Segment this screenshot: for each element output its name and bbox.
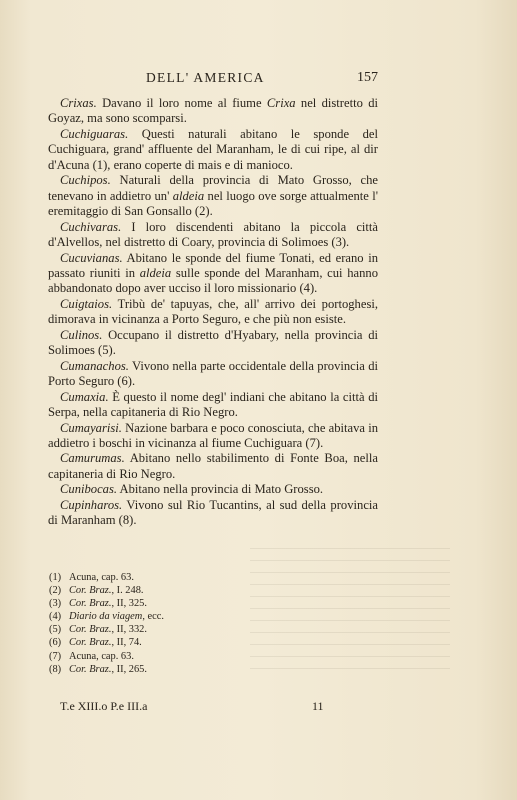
entry-paragraph: Cunibocas. Abitano nella provincia di Mato Grosso.: [60, 482, 324, 497]
footnote-mark: (2): [49, 585, 62, 597]
entry-paragraph: Camurumas. Abitano nello stabilimento di Fonte Boa, nella capitaneria di Rio Negro.: [48, 451, 378, 481]
footnote: [48, 650, 378, 663]
entry-term: Cumanachos.: [60, 358, 129, 373]
footnote-source: Cor. Braz.: [69, 598, 112, 610]
entry-term: Cuchivaras.: [60, 219, 122, 234]
entry-term: Culinos.: [60, 327, 103, 342]
footnote-reference: , I. 248.: [111, 585, 144, 597]
footnote-mark: (3): [49, 598, 62, 610]
italic-word: aldeia: [172, 188, 205, 203]
entry-term: Cuchiguaras.: [60, 126, 129, 141]
footnote-mark: (7): [49, 650, 62, 662]
page-number: 157: [357, 70, 378, 85]
entry-term: Camurumas.: [60, 451, 125, 466]
footnote-source: Cor. Braz.: [69, 637, 112, 649]
entry-term: Cumayarisi.: [60, 420, 122, 435]
entry-term: Cuigtaios.: [60, 296, 113, 311]
entry-paragraph: Cupinharos. Vivono sul Rio Tucantins, al sud della provincia di Maranham (8).: [48, 497, 378, 528]
entry-term: Cunibocas.: [60, 482, 118, 497]
page-header: [48, 70, 378, 88]
footnote: [48, 597, 378, 610]
entry-paragraph: Cumaxia. È questo il nome degl' indiani che abitano la città di Serpa, nella capitaneria di Rio Negro.: [48, 389, 378, 420]
entry-paragraph: Cuchipos. Naturali della provincia di Mato Grosso, che tenevano in addietro un' aldeia nel luogo ove sorge attualmente l' eremitaggio di San Gonsallo (2).: [48, 173, 378, 219]
footnote-mark: (4): [49, 611, 62, 623]
footnote-reference: , cap. 63.: [96, 650, 134, 662]
footnote-source: Diario da viagem: [69, 611, 143, 623]
footnote: [48, 610, 378, 623]
footnote-source: Acuna: [69, 572, 97, 583]
volume-signature: T.e XIII.o P.e III.a: [60, 699, 148, 713]
entry-paragraph: Cuchivaras. I loro discendenti abitano la piccola città d'Alvellos, nel distretto di Coary, provincia di Solimoes (3).: [48, 219, 378, 250]
footnote: [48, 571, 378, 584]
glossary-entries: [48, 96, 378, 529]
sheet-signature: 11: [312, 699, 324, 713]
footnote-mark: (1): [49, 572, 62, 583]
entry-paragraph: Cumayarisi. Nazione barbara e poco conosciuta, che abitava in addietro i boschi in vicinanza al fiume Cuchiguara (7).: [48, 420, 378, 450]
footnote-mark: (8): [49, 663, 62, 675]
entry-paragraph: Crixas. Davano il loro nome al fiume Crixa nel distretto di Goyaz, ma sono scomparsi.: [48, 96, 378, 126]
footnote-source: Cor. Braz.: [69, 585, 112, 597]
footnotes: [48, 571, 378, 676]
italic-word: aldeia: [139, 265, 172, 280]
running-title: DELL' AMERICA: [146, 70, 265, 85]
entry-paragraph: Cumanachos. Vivono nella parte occidentale della provincia di Porto Seguro (6).: [48, 358, 378, 389]
footnote-source: Cor. Braz.: [69, 663, 112, 675]
entry-term: Cuchipos.: [60, 173, 111, 188]
entry-term: Crixas.: [60, 96, 97, 110]
italic-word: Crixa: [266, 96, 296, 110]
footnote-mark: (5): [49, 624, 62, 636]
footnote-reference: , II, 325.: [111, 598, 147, 610]
footnote: [48, 584, 378, 597]
entry-paragraph: Cucuvianas. Abitano le sponde del fiume Tonati, ed erano in passato riuniti in aldeia sulle sponde del Maranham, cui hanno abbandonato dopo aver ucciso il loro missionario (4).: [48, 250, 378, 296]
footnote-source: Cor. Braz.: [69, 624, 112, 636]
entry-paragraph: Cuchiguaras. Questi naturali abitano le sponde del Cuchiguara, grand' affluente del Maranham, le di cui ripe, al dir d'Acuna (1), erano coperte di mais e di manioco.: [48, 126, 378, 172]
footnote-reference: , II, 265.: [111, 663, 147, 675]
footnote-mark: (6): [49, 637, 62, 649]
footnote-source: Acuna: [69, 650, 97, 662]
footnote-reference: , II, 332.: [111, 624, 147, 636]
entry-term: Cupinharos.: [60, 497, 123, 512]
footnote-reference: , II, 74.: [111, 637, 142, 649]
footnote: [48, 623, 378, 636]
footnote-reference: , ecc.: [142, 611, 164, 623]
entry-paragraph: Culinos. Occupano il distretto d'Hyabary, nella provincia di Solimoes (5).: [48, 327, 378, 358]
entry-term: Cumaxia.: [60, 389, 109, 404]
entry-paragraph: Cuigtaios. Tribù de' tapuyas, che, all' arrivo dei portoghesi, dimorava in vicinanza a Porto Seguro, e che più non esiste.: [48, 296, 378, 327]
footnote: [48, 663, 378, 676]
footnote: [48, 636, 378, 649]
footnote-reference: , cap. 63.: [96, 572, 134, 583]
entry-term: Cucuvianas.: [60, 250, 123, 265]
